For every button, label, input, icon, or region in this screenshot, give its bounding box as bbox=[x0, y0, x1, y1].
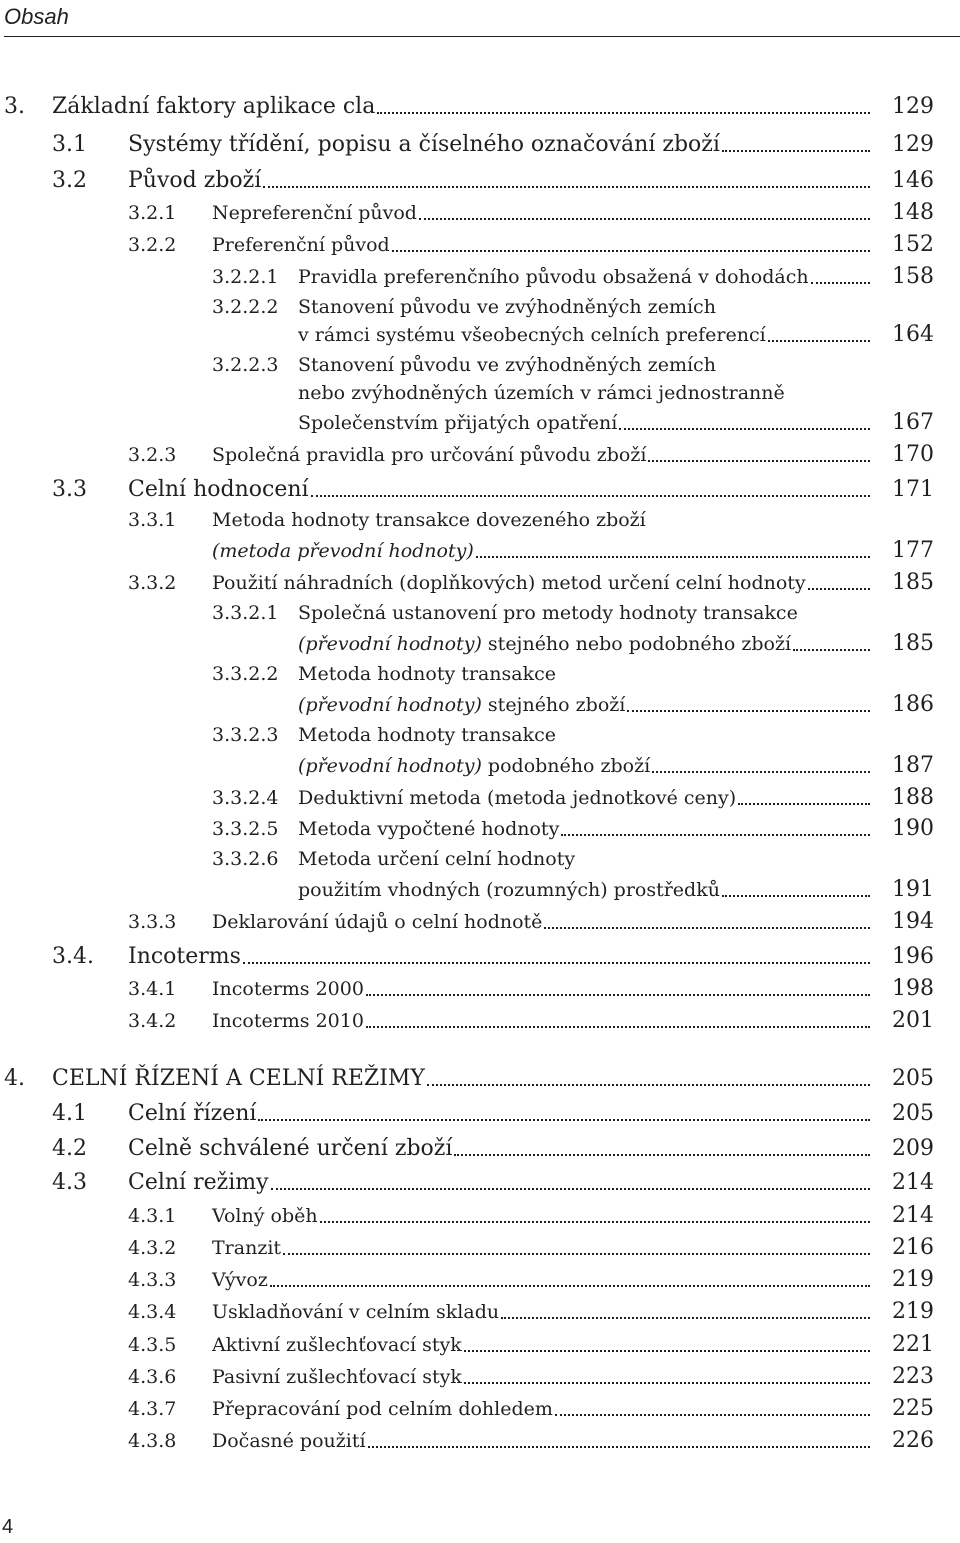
toc-entry-number: 3.3 bbox=[52, 477, 87, 502]
toc-entry-page: 209 bbox=[892, 1136, 934, 1161]
toc-entry-number: 4.3.1 bbox=[128, 1205, 177, 1227]
toc-entry-title: Pasivní zušlechťovací styk bbox=[212, 1362, 464, 1392]
dot-leader bbox=[419, 218, 870, 220]
toc-entry-page: 191 bbox=[892, 877, 934, 902]
toc-entry-title: Nepreferenční původ bbox=[212, 198, 419, 228]
toc-entry-page: 205 bbox=[892, 1066, 934, 1091]
toc-entry bbox=[0, 1394, 960, 1426]
toc-entry bbox=[0, 1233, 960, 1265]
toc-entry-title: Incoterms 2010 bbox=[212, 1006, 366, 1036]
toc-entry-title-line2 bbox=[298, 751, 652, 781]
toc-entry-number: 3.3.3 bbox=[128, 911, 177, 933]
toc-entry bbox=[0, 974, 960, 1006]
toc-entry-page: 219 bbox=[892, 1299, 934, 1324]
dot-leader bbox=[544, 927, 870, 929]
dot-leader bbox=[555, 1414, 870, 1416]
toc-entry-title-rest: podobného zboží bbox=[481, 755, 651, 777]
toc-entry bbox=[0, 720, 960, 752]
toc-entry bbox=[0, 1426, 960, 1458]
toc-entry-number: 3.3.2.1 bbox=[212, 602, 279, 624]
toc-entry-title-line2 bbox=[298, 629, 793, 659]
toc-entry-number: 4.3.4 bbox=[128, 1301, 177, 1323]
toc-entry-continuation bbox=[0, 378, 960, 410]
toc-entry-title: Metoda hodnoty transakce bbox=[298, 663, 556, 685]
dot-leader bbox=[283, 1253, 870, 1255]
dot-leader bbox=[648, 460, 870, 462]
toc-entry-title: Systémy třídění, popisu a číselného označování zboží bbox=[128, 130, 722, 160]
toc-entry-number: 3. bbox=[4, 94, 25, 119]
toc-entry-number: 3.2.2.1 bbox=[212, 266, 279, 288]
toc-entry bbox=[0, 1064, 960, 1096]
toc-entry bbox=[0, 814, 960, 846]
dot-leader bbox=[738, 803, 870, 805]
toc-entry-number: 3.4.2 bbox=[128, 1010, 177, 1032]
toc-entry-number: 3.1 bbox=[52, 132, 87, 157]
header-divider bbox=[4, 36, 960, 37]
toc-entry bbox=[0, 130, 960, 162]
toc-entry-page: 221 bbox=[892, 1332, 934, 1357]
toc-entry-title: Uskladňování v celním skladu bbox=[212, 1297, 501, 1327]
toc-entry-title: Vývoz bbox=[212, 1265, 270, 1295]
toc-entry bbox=[0, 568, 960, 600]
toc-entry bbox=[0, 475, 960, 507]
toc-entry-title-line2 bbox=[298, 690, 627, 720]
toc-entry-number: 3.2.3 bbox=[128, 444, 177, 466]
toc-entry-number: 3.2.2 bbox=[128, 234, 177, 256]
toc-entry-title: Základní faktory aplikace cla bbox=[52, 92, 377, 122]
toc-entry bbox=[0, 783, 960, 815]
toc-entry-number: 3.3.2.2 bbox=[212, 663, 279, 685]
dot-leader bbox=[377, 112, 870, 114]
toc-entry-page: 185 bbox=[892, 631, 934, 656]
toc-entry-number: 3.2.2.2 bbox=[212, 296, 279, 318]
toc-entry-page: 223 bbox=[892, 1364, 934, 1389]
toc-entry-page: 201 bbox=[892, 1008, 934, 1033]
toc-entry bbox=[0, 440, 960, 472]
toc-entry-page: 185 bbox=[892, 570, 934, 595]
toc-entry-title: Metoda hodnoty transakce dovezeného zboží bbox=[212, 509, 646, 531]
toc-entry-page: 129 bbox=[892, 94, 934, 119]
dot-leader bbox=[311, 495, 870, 497]
toc-entry-title-line2: (metoda převodní hodnoty) bbox=[212, 536, 476, 566]
toc-entry-title: Použití náhradních (doplňkových) metod určení celní hodnoty bbox=[212, 568, 808, 598]
toc-entry-number: 4.3.6 bbox=[128, 1366, 177, 1388]
toc-entry-continuation bbox=[0, 690, 960, 722]
toc-entry-page: 190 bbox=[892, 816, 934, 841]
toc-entry-number: 3.3.2 bbox=[128, 572, 177, 594]
toc-entry-number: 4.3.5 bbox=[128, 1334, 177, 1356]
dot-leader bbox=[270, 1285, 870, 1287]
toc-entry-number: 3.3.2.5 bbox=[212, 818, 279, 840]
toc-entry bbox=[0, 1006, 960, 1038]
toc-entry-title: Celní režimy bbox=[128, 1168, 271, 1198]
toc-entry-number: 4.3.2 bbox=[128, 1237, 177, 1259]
toc-entry-continuation bbox=[0, 320, 960, 352]
toc-entry-page: 167 bbox=[892, 410, 934, 435]
toc-entry-continuation bbox=[0, 751, 960, 783]
toc-entry-number: 4.1 bbox=[52, 1101, 87, 1126]
toc-entry-number: 4.3.3 bbox=[128, 1269, 177, 1291]
toc-entry-title-rest: stejného zboží bbox=[481, 694, 626, 716]
dot-leader bbox=[652, 771, 870, 773]
toc-entry-page: 158 bbox=[892, 264, 934, 289]
toc-entry-page: 216 bbox=[892, 1235, 934, 1260]
toc-entry-title: Incoterms bbox=[128, 942, 243, 972]
toc-entry-title-line2: nebo zvýhodněných územích v rámci jednostranně bbox=[298, 382, 785, 404]
toc-entry-title: Preferenční původ bbox=[212, 230, 392, 260]
dot-leader bbox=[427, 1084, 870, 1086]
toc-entry-continuation bbox=[0, 629, 960, 661]
toc-entry-title: Dočasné použití bbox=[212, 1426, 368, 1456]
toc-entry-title: Volný oběh bbox=[212, 1201, 320, 1231]
page-number: 4 bbox=[2, 1516, 14, 1538]
dot-leader bbox=[793, 649, 870, 651]
toc-entry-title: Metoda určení celní hodnoty bbox=[298, 848, 576, 870]
toc-entry-number: 3.3.2.6 bbox=[212, 848, 279, 870]
toc-entry-number: 3.4.1 bbox=[128, 978, 177, 1000]
dot-leader bbox=[627, 710, 870, 712]
toc-entry-number: 4.2 bbox=[52, 1136, 87, 1161]
toc-entry-title-rest: stejného nebo podobného zboží bbox=[481, 633, 792, 655]
dot-leader bbox=[619, 428, 870, 430]
toc-entry-page: 177 bbox=[892, 538, 934, 563]
toc-entry-title: Stanovení původu ve zvýhodněných zemích bbox=[298, 296, 716, 318]
dot-leader bbox=[366, 1026, 870, 1028]
dot-leader bbox=[811, 282, 870, 284]
toc-entry bbox=[0, 198, 960, 230]
toc-entry-title-italic: (převodní hodnoty) bbox=[298, 755, 482, 777]
dot-leader bbox=[454, 1154, 870, 1156]
toc-entry bbox=[0, 262, 960, 294]
dot-leader bbox=[561, 834, 870, 836]
toc-entry-page: 225 bbox=[892, 1396, 934, 1421]
toc-entry-page: 171 bbox=[892, 477, 934, 502]
toc-entry-number: 3.2.2.3 bbox=[212, 354, 279, 376]
dot-leader bbox=[258, 1119, 870, 1121]
toc-entry bbox=[0, 230, 960, 262]
toc-entry bbox=[0, 1134, 960, 1166]
toc-entry-page: 214 bbox=[892, 1170, 934, 1195]
toc-entry-page: 146 bbox=[892, 168, 934, 193]
toc-entry-title: Celní řízení bbox=[128, 1099, 258, 1129]
page-title: Obsah bbox=[4, 4, 69, 29]
page-header bbox=[0, 0, 960, 40]
toc-entry bbox=[0, 505, 960, 537]
dot-leader bbox=[243, 962, 870, 964]
toc-entry bbox=[0, 659, 960, 691]
toc-entry bbox=[0, 166, 960, 198]
dot-leader bbox=[464, 1382, 870, 1384]
dot-leader bbox=[320, 1221, 870, 1223]
toc-entry-page: 198 bbox=[892, 976, 934, 1001]
toc-entry-title: Celní hodnocení bbox=[128, 475, 311, 505]
dot-leader bbox=[366, 994, 870, 996]
toc-entry bbox=[0, 1265, 960, 1297]
toc-entry-number: 3.2.1 bbox=[128, 202, 177, 224]
dot-leader bbox=[464, 1350, 870, 1352]
toc-entry bbox=[0, 1362, 960, 1394]
toc-entry-page: 170 bbox=[892, 442, 934, 467]
toc-entry-continuation bbox=[0, 408, 960, 440]
toc-entry-title: Společná ustanovení pro metody hodnoty transakce bbox=[298, 602, 798, 624]
toc-entry bbox=[0, 1330, 960, 1362]
toc-entry-title-line3: Společenstvím přijatých opatření bbox=[298, 408, 619, 438]
dot-leader bbox=[722, 895, 870, 897]
toc-entry-title: Deduktivní metoda (metoda jednotkové ceny) bbox=[298, 783, 738, 813]
toc-entry-title: Původ zboží bbox=[128, 166, 263, 196]
toc-entry-title: Incoterms 2000 bbox=[212, 974, 366, 1004]
toc-entry bbox=[0, 844, 960, 876]
toc-entry-title-italic: (převodní hodnoty) bbox=[298, 694, 482, 716]
toc-entry-title: Metoda vypočtené hodnoty bbox=[298, 814, 561, 844]
toc-entry bbox=[0, 907, 960, 939]
toc-entry-page: 214 bbox=[892, 1203, 934, 1228]
toc-entry-title: Metoda hodnoty transakce bbox=[298, 724, 556, 746]
toc-entry-page: 188 bbox=[892, 785, 934, 810]
toc-entry bbox=[0, 92, 960, 124]
toc-entry-page: 186 bbox=[892, 692, 934, 717]
toc-entry-number: 3.4. bbox=[52, 944, 94, 969]
toc-entry-title: Společná pravidla pro určování původu zboží bbox=[212, 440, 648, 470]
dot-leader bbox=[808, 588, 870, 590]
toc-entry-title: CELNÍ ŘÍZENÍ A CELNÍ REŽIMY bbox=[52, 1064, 427, 1094]
toc-entry-number: 3.2 bbox=[52, 168, 87, 193]
toc-entry-title-line2: použitím vhodných (rozumných) prostředků bbox=[298, 875, 722, 905]
toc-entry-title-line2: v rámci systému všeobecných celních preferencí bbox=[298, 320, 768, 350]
toc-entry-title: Přepracování pod celním dohledem bbox=[212, 1394, 555, 1424]
toc-entry-number: 3.3.2.4 bbox=[212, 787, 279, 809]
dot-leader bbox=[368, 1446, 870, 1448]
toc-entry-number: 4.3.7 bbox=[128, 1398, 177, 1420]
toc-entry bbox=[0, 1201, 960, 1233]
toc-entry-page: 196 bbox=[892, 944, 934, 969]
toc-entry-page: 219 bbox=[892, 1267, 934, 1292]
toc-entry-title: Pravidla preferenčního původu obsažená v dohodách bbox=[298, 262, 811, 292]
dot-leader bbox=[392, 250, 870, 252]
toc-entry-number: 4. bbox=[4, 1066, 25, 1091]
toc-entry-page: 164 bbox=[892, 322, 934, 347]
toc-entry-title: Stanovení původu ve zvýhodněných zemích bbox=[298, 354, 716, 376]
dot-leader bbox=[768, 340, 870, 342]
toc-entry bbox=[0, 598, 960, 630]
toc-entry bbox=[0, 1099, 960, 1131]
dot-leader bbox=[476, 556, 870, 558]
toc-entry-page: 226 bbox=[892, 1428, 934, 1453]
toc-entry bbox=[0, 942, 960, 974]
toc-entry bbox=[0, 1168, 960, 1200]
toc-entry-page: 187 bbox=[892, 753, 934, 778]
toc-entry-title-italic: (převodní hodnoty) bbox=[298, 633, 482, 655]
toc-entry-number: 3.3.2.3 bbox=[212, 724, 279, 746]
toc-entry bbox=[0, 1297, 960, 1329]
toc-entry-title: Tranzit bbox=[212, 1233, 283, 1263]
toc-entry-number: 3.3.1 bbox=[128, 509, 177, 531]
toc-entry-page: 152 bbox=[892, 232, 934, 257]
toc-entry-page: 129 bbox=[892, 132, 934, 157]
toc-entry-continuation bbox=[0, 875, 960, 907]
toc-entry-title: Aktivní zušlechťovací styk bbox=[212, 1330, 464, 1360]
dot-leader bbox=[271, 1188, 870, 1190]
dot-leader bbox=[501, 1317, 870, 1319]
dot-leader bbox=[263, 186, 870, 188]
toc-entry-page: 194 bbox=[892, 909, 934, 934]
toc-entry-continuation bbox=[0, 536, 960, 568]
toc-entry-title: Celně schválené určení zboží bbox=[128, 1134, 454, 1164]
toc-entry-number: 4.3.8 bbox=[128, 1430, 177, 1452]
dot-leader bbox=[722, 150, 870, 152]
toc-entry-page: 148 bbox=[892, 200, 934, 225]
toc-entry-number: 4.3 bbox=[52, 1170, 87, 1195]
toc-entry-page: 205 bbox=[892, 1101, 934, 1126]
toc-entry-title: Deklarování údajů o celní hodnotě bbox=[212, 907, 544, 937]
